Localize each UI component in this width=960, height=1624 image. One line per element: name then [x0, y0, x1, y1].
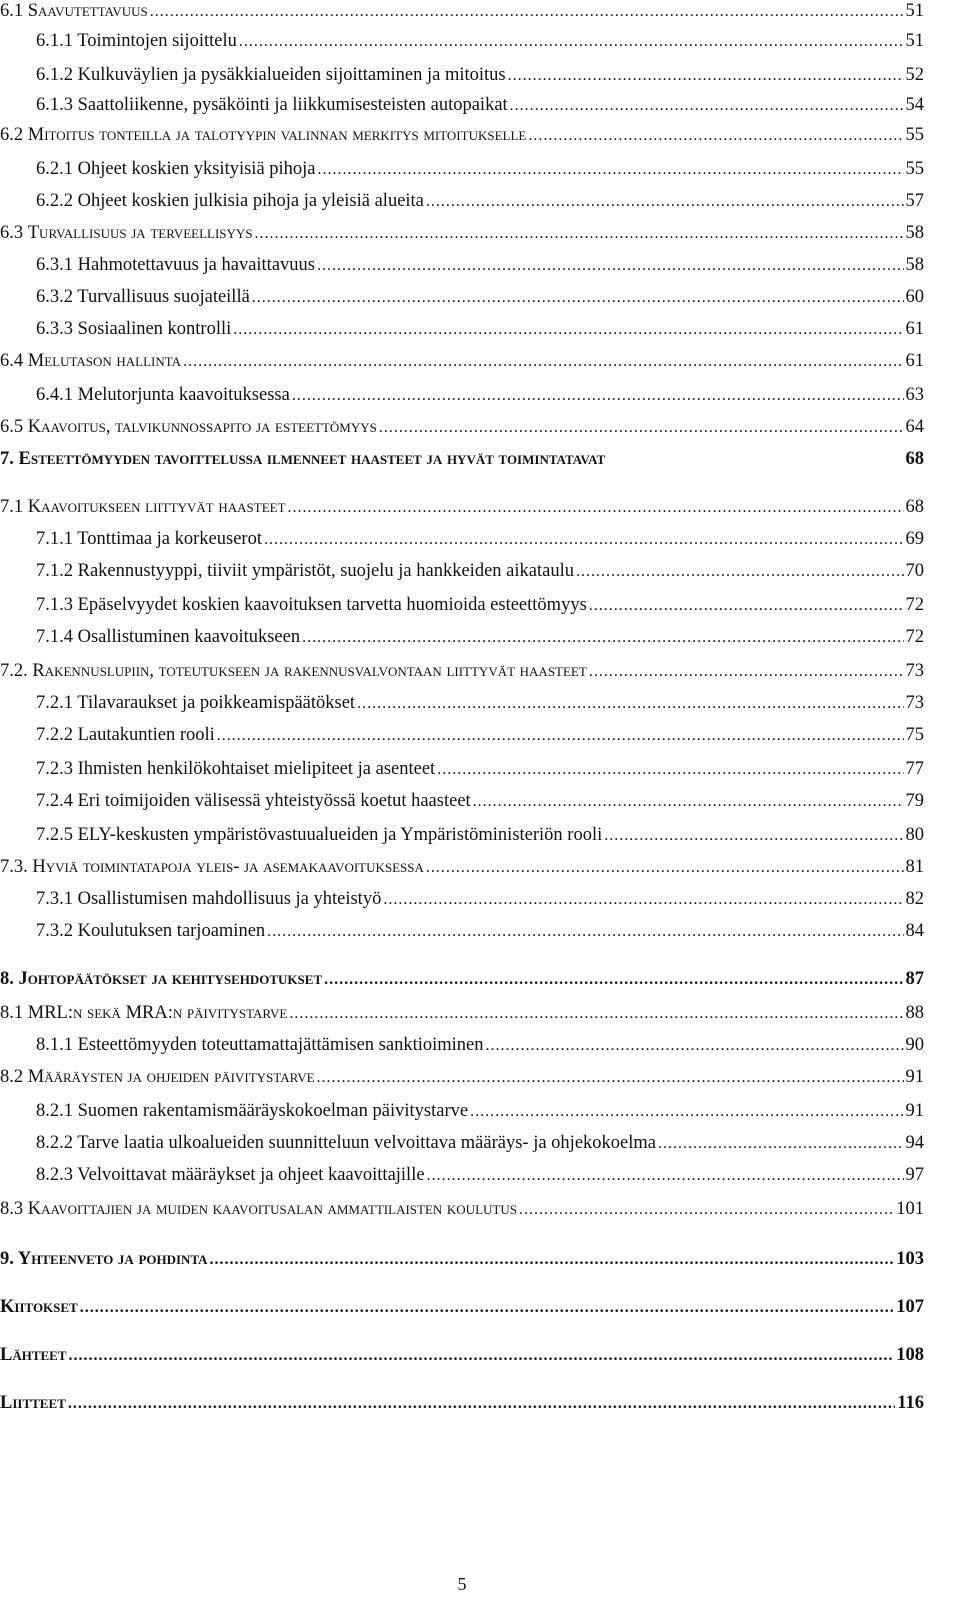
toc-entry-title: Esteettömyyden tavoittelussa ilmenneet haasteet ja hyvät toimintatavat — [18, 449, 606, 469]
toc-entry-number: 6.1.3 — [36, 95, 73, 115]
toc-entry[interactable] — [36, 722, 924, 748]
toc-entry-title: Osallistuminen kaavoitukseen — [77, 627, 301, 647]
toc-entry[interactable] — [36, 526, 924, 552]
toc-entry-page: 73 — [905, 661, 924, 681]
toc-entry-page: 79 — [905, 791, 924, 811]
toc-entry[interactable] — [0, 1064, 924, 1090]
toc-entry-title: Velvoittavat määräykset ja ohjeet kaavoittajille — [77, 1165, 425, 1185]
toc-entry-leader — [217, 723, 904, 749]
toc-entry-leader — [658, 1131, 904, 1157]
toc-entry-title: Tarve laatia ulkoalueiden suunnitteluun velvoittava määräys- ja ohjekokoelma — [77, 1133, 656, 1153]
toc-entry-label — [36, 918, 265, 944]
toc-entry[interactable] — [36, 1130, 924, 1156]
toc-entry-page: 58 — [905, 223, 924, 243]
toc-entry-title: MRL:n sekä MRA:n päivitystarve — [27, 1003, 288, 1023]
toc-entry-page: 75 — [905, 725, 924, 745]
toc-entry-number: 6.1.2 — [36, 65, 73, 85]
toc-entry-title: Ihmisten henkilökohtaiset mielipiteet ja asenteet — [77, 759, 436, 779]
toc-entry[interactable] — [0, 1294, 924, 1320]
toc-entry[interactable] — [36, 788, 924, 814]
toc-entry-page: 103 — [896, 1249, 924, 1269]
toc-entry-page: 64 — [905, 417, 924, 437]
toc-entry-page: 107 — [896, 1297, 924, 1317]
toc-entry[interactable] — [0, 658, 924, 684]
toc-entry-page: 54 — [905, 95, 924, 115]
toc-entry-title: Liitteet — [0, 1393, 66, 1413]
toc-entry-title: Yhteenveto ja pohdinta — [17, 1249, 208, 1269]
toc-entry-label — [36, 382, 290, 408]
toc-entry-leader — [288, 495, 904, 521]
toc-entry-page: 82 — [905, 889, 924, 909]
toc-entry-label — [0, 348, 181, 374]
toc-entry-page: 90 — [905, 1035, 924, 1055]
toc-entry-label — [36, 188, 424, 214]
toc-entry-label — [36, 788, 471, 814]
toc-entry-number: 8. — [0, 969, 14, 989]
toc-entry-page: 108 — [896, 1345, 924, 1365]
toc-entry-page: 91 — [905, 1067, 924, 1087]
toc-entry-leader — [589, 593, 904, 619]
toc-entry-title: Saavutettavuus — [27, 1, 148, 21]
toc-entry[interactable] — [0, 348, 924, 374]
toc-entry-page: 72 — [905, 627, 924, 647]
toc-entry-number: 9. — [0, 1249, 14, 1269]
toc-entry[interactable] — [0, 446, 924, 472]
toc-entry-leader — [508, 63, 904, 89]
toc-entry-title: Turvallisuus ja terveellisyys — [27, 223, 253, 243]
toc-entry-number: 8.2 — [0, 1067, 24, 1087]
toc-entry-leader — [473, 789, 904, 815]
toc-entry-leader — [510, 93, 904, 119]
toc-entry-title: Tonttimaa ja korkeuserot — [77, 529, 262, 549]
toc-entry[interactable] — [0, 1390, 924, 1416]
toc-entry-title: Rakennustyyppi, tiiviit ympäristöt, suojelu ja hankkeiden aikataulu — [77, 561, 574, 581]
toc-entry[interactable] — [36, 62, 924, 88]
toc-entry-leader — [233, 317, 903, 343]
toc-entry[interactable] — [36, 918, 924, 944]
toc-entry-leader — [267, 919, 903, 945]
toc-entry-label — [36, 822, 602, 848]
toc-entry-label — [0, 122, 526, 148]
toc-entry-title: Kaavoitus, talvikunnossapito ja esteettömyys — [27, 417, 377, 437]
toc-entry-label — [0, 414, 377, 440]
toc-entry-label — [36, 156, 316, 182]
toc-entry-label — [0, 1390, 66, 1416]
toc-entry-leader — [589, 659, 904, 685]
toc-entry[interactable] — [36, 28, 924, 54]
toc-entry-page: 70 — [905, 561, 924, 581]
toc-entry[interactable] — [36, 252, 924, 278]
toc-entry-number: 6.3 — [0, 223, 24, 243]
toc-entry-page: 101 — [896, 1199, 924, 1219]
toc-entry-page: 51 — [905, 1, 924, 21]
toc-entry-leader — [183, 349, 903, 375]
page-number: 5 — [457, 1574, 467, 1594]
toc-entry-label — [0, 658, 587, 684]
toc-entry-label — [36, 592, 587, 618]
toc-entry-title: Epäselvyydet koskien kaavoituksen tarvetta huomioida esteettömyys — [77, 595, 587, 615]
toc-entry-label — [0, 1342, 67, 1368]
toc-entry-label — [36, 92, 508, 118]
toc-entry-page: 84 — [905, 921, 924, 941]
toc-entry-leader — [437, 757, 903, 783]
toc-entry-page: 60 — [905, 287, 924, 307]
toc-entry-number: 6.1 — [0, 1, 24, 21]
toc-entry-number: 6.1.1 — [36, 31, 73, 51]
toc-entry-label — [0, 494, 286, 520]
toc-entry-number: 6.2.2 — [36, 191, 73, 211]
toc-entry-page: 88 — [905, 1003, 924, 1023]
toc-entry-title: Melutorjunta kaavoituksessa — [77, 385, 290, 405]
toc-entry-label — [0, 446, 605, 472]
toc-entry-page: 94 — [905, 1133, 924, 1153]
toc-entry-label — [0, 966, 322, 992]
toc-entry-title: Sosiaalinen kontrolli — [77, 319, 232, 339]
toc-entry-title: Ohjeet koskien yksityisiä pihoja — [77, 159, 316, 179]
toc-entry-label — [0, 0, 148, 24]
toc-entry-label — [36, 28, 237, 54]
toc-entry-title: Eri toimijoiden välisessä yhteistyössä koetut haasteet — [77, 791, 471, 811]
toc-entry-number: 7.1.4 — [36, 627, 73, 647]
toc-entry[interactable] — [36, 316, 924, 342]
toc-entry-page: 72 — [905, 595, 924, 615]
toc-entry-label — [0, 854, 424, 880]
toc-entry-page: 61 — [905, 319, 924, 339]
toc-entry-page: 68 — [905, 497, 924, 517]
toc-entry[interactable] — [36, 822, 924, 848]
toc-entry-title: Ohjeet koskien julkisia pihoja ja yleisiä alueita — [77, 191, 424, 211]
toc-entry-title: Esteettömyyden toteuttamattajättämisen sanktioiminen — [77, 1035, 484, 1055]
toc-entry-label — [36, 690, 355, 716]
toc-entry-label — [36, 558, 574, 584]
toc-entry-page: 87 — [905, 969, 924, 989]
toc-entry-title: Johtopäätökset ja kehitysehdotukset — [18, 969, 323, 989]
toc-entry-label — [36, 624, 300, 650]
toc-entry-number: 6.2 — [0, 125, 24, 145]
toc-entry-number: 7.1.2 — [36, 561, 73, 581]
toc-entry-number: 6.2.1 — [36, 159, 73, 179]
toc-entry-leader — [80, 1295, 895, 1321]
toc-entry-label — [0, 1246, 208, 1272]
toc-entry-page: 81 — [905, 857, 924, 877]
toc-entry[interactable] — [0, 1196, 924, 1222]
toc-entry[interactable] — [0, 220, 924, 246]
toc-entry-number: 7.3.2 — [36, 921, 73, 941]
toc-entry[interactable] — [36, 188, 924, 214]
toc-entry-page: 68 — [905, 449, 924, 469]
toc-entry-label — [36, 886, 381, 912]
toc-entry-label — [0, 220, 253, 246]
toc-entry-number: 7.2.5 — [36, 825, 73, 845]
toc-entry-number: 7.3.1 — [36, 889, 73, 909]
toc-entry-leader — [470, 1099, 903, 1125]
toc-entry-page: 52 — [905, 65, 924, 85]
toc-entry[interactable] — [36, 1098, 924, 1124]
toc-entry[interactable] — [0, 0, 924, 24]
toc-entry[interactable] — [0, 966, 924, 992]
toc-entry-label — [0, 1196, 517, 1222]
toc-entry-leader — [252, 285, 904, 311]
toc-entry-leader — [318, 157, 904, 183]
toc-entry-number: 7.2.1 — [36, 693, 73, 713]
toc-entry-leader — [604, 823, 903, 849]
toc-entry-number: 7.2.3 — [36, 759, 73, 779]
toc-entry-title: Mitoitus tonteilla ja talotyypin valinnan merkitys mitoitukselle — [27, 125, 527, 145]
toc-entry-page: 63 — [905, 385, 924, 405]
toc-entry-leader — [317, 253, 904, 279]
toc-entry-page: 69 — [905, 529, 924, 549]
toc-entry-label — [36, 1130, 656, 1156]
toc-entry-page: 57 — [905, 191, 924, 211]
toc-entry-number: 6.4.1 — [36, 385, 73, 405]
toc-entry-title: Kiitokset — [0, 1297, 78, 1317]
toc-entry-leader — [292, 383, 904, 409]
toc-entry-label — [0, 1064, 315, 1090]
toc-entry-number: 7.1.1 — [36, 529, 73, 549]
toc-entry-leader — [255, 221, 904, 247]
toc-entry[interactable] — [0, 854, 924, 880]
toc-entry-title: Saattoliikenne, pysäköinti ja liikkumisesteisten autopaikat — [77, 95, 508, 115]
toc-entry-number: 7.2.4 — [36, 791, 73, 811]
toc-entry-label — [0, 1000, 287, 1026]
toc-entry[interactable] — [36, 690, 924, 716]
toc-entry-page: 77 — [905, 759, 924, 779]
toc-entry-label — [36, 284, 250, 310]
toc-entry-number: 8.1.1 — [36, 1035, 73, 1055]
toc-entry[interactable] — [36, 382, 924, 408]
toc-entry-page: 80 — [905, 825, 924, 845]
toc-entry[interactable] — [36, 284, 924, 310]
toc-entry-leader — [576, 559, 904, 585]
toc-entry[interactable] — [0, 1246, 924, 1272]
toc-entry-page: 116 — [897, 1393, 924, 1413]
toc-entry-page: 58 — [905, 255, 924, 275]
toc-entry-number: 7.2.2 — [36, 725, 73, 745]
toc-entry-leader — [264, 527, 904, 553]
toc-entry-leader — [486, 1033, 904, 1059]
toc-entry-label — [36, 526, 262, 552]
toc-entry-title: Määräysten ja ohjeiden päivitystarve — [27, 1067, 315, 1087]
toc-entry-title: Lähteet — [0, 1345, 67, 1365]
toc-entry-number: 7.1 — [0, 497, 24, 517]
toc-entry-title: Rakennuslupiin, toteutukseen ja rakennusvalvontaan liittyvät haasteet — [32, 661, 587, 681]
toc-entry-leader — [379, 415, 904, 441]
toc-entry-label — [36, 722, 215, 748]
toc-entry-label — [36, 252, 315, 278]
toc-entry-leader — [317, 1065, 904, 1091]
toc-entry-title: Turvallisuus suojateillä — [77, 287, 250, 307]
toc-entry-page: 91 — [905, 1101, 924, 1121]
toc-entry-number: 6.5 — [0, 417, 24, 437]
toc-entry-leader — [210, 1247, 895, 1273]
toc-entry[interactable] — [36, 92, 924, 118]
toc-entry-label — [36, 1098, 468, 1124]
toc-entry-leader — [302, 625, 903, 651]
toc-entry-leader — [69, 1343, 895, 1369]
toc-entry[interactable] — [0, 414, 924, 440]
toc-entry-title: Kulkuväylien ja pysäkkialueiden sijoittaminen ja mitoitus — [77, 65, 506, 85]
toc-entry[interactable] — [36, 1162, 924, 1188]
toc-entry-number: 7.3. — [0, 857, 28, 877]
toc-entry-title: Hahmotettavuus ja havaittavuus — [77, 255, 315, 275]
toc-entry-title: Kaavoitukseen liittyvät haasteet — [27, 497, 286, 517]
toc-entry[interactable] — [36, 756, 924, 782]
toc-entry-number: 6.4 — [0, 351, 24, 371]
toc-entry[interactable] — [0, 122, 924, 148]
toc-entry-number: 6.3.2 — [36, 287, 73, 307]
toc-entry-leader — [426, 855, 904, 881]
toc-entry[interactable] — [36, 592, 924, 618]
toc-entry-leader — [357, 691, 903, 717]
toc-entry-leader — [383, 887, 903, 913]
toc-entry-title: Koulutuksen tarjoaminen — [77, 921, 266, 941]
toc-entry-leader — [324, 967, 903, 993]
toc-entry-page: 55 — [905, 125, 924, 145]
toc-entry-leader — [289, 1001, 903, 1027]
toc-entry-number: 7.1.3 — [36, 595, 73, 615]
toc-entry-label — [36, 1032, 484, 1058]
toc-entry-leader — [528, 123, 903, 149]
toc-entry[interactable] — [36, 558, 924, 584]
toc-entry-number: 6.3.3 — [36, 319, 73, 339]
toc-entry-label — [36, 316, 231, 342]
toc-entry-page: 61 — [905, 351, 924, 371]
toc-entry[interactable] — [0, 1000, 924, 1026]
toc-entry-page: 97 — [905, 1165, 924, 1185]
toc-entry[interactable] — [36, 1032, 924, 1058]
toc-entry-label — [36, 756, 435, 782]
toc-entry-leader — [150, 0, 904, 25]
toc-entry-leader — [519, 1197, 894, 1223]
toc-entry-leader — [427, 1163, 904, 1189]
toc-entry-label — [36, 1162, 425, 1188]
toc-entry-page: 51 — [905, 31, 924, 51]
toc-entry-label — [36, 62, 506, 88]
toc-entry[interactable] — [36, 156, 924, 182]
toc-entry-title: Hyviä toimintatapoja yleis- ja asemakaavoituksessa — [32, 857, 424, 877]
toc-entry[interactable] — [36, 886, 924, 912]
toc-entry-label — [0, 1294, 78, 1320]
toc-entry[interactable] — [0, 494, 924, 520]
toc-entry-number: 8.1 — [0, 1003, 24, 1023]
toc-entry-title: Kaavoittajien ja muiden kaavoitusalan ammattilaisten koulutus — [27, 1199, 517, 1219]
toc-entry-page: 55 — [905, 159, 924, 179]
toc-entry-number: 7.2. — [0, 661, 28, 681]
toc-entry-number: 8.2.1 — [36, 1101, 73, 1121]
toc-entry-title: Toimintojen sijoittelu — [77, 31, 237, 51]
toc-entry-leader — [68, 1391, 895, 1417]
toc-entry-page: 73 — [905, 693, 924, 713]
toc-entry-title: Lautakuntien rooli — [77, 725, 215, 745]
toc-entry-leader — [426, 189, 904, 215]
toc-entry-title: Melutason hallinta — [27, 351, 182, 371]
toc-entry-title: Osallistumisen mahdollisuus ja yhteistyö — [77, 889, 382, 909]
toc-entry[interactable] — [0, 1342, 924, 1368]
toc-entry-number: 6.3.1 — [36, 255, 73, 275]
toc-entry-number: 7. — [0, 449, 14, 469]
toc-entry-number: 8.3 — [0, 1199, 24, 1219]
toc-entry-title: Suomen rakentamismääräyskokoelman päivitystarve — [77, 1101, 469, 1121]
toc-entry-number: 8.2.2 — [36, 1133, 73, 1153]
toc-entry-leader — [239, 29, 904, 55]
toc-entry-title: ELY-keskusten ympäristövastuualueiden ja Ympäristöministeriön rooli — [77, 825, 603, 845]
toc-entry-title: Tilavaraukset ja poikkeamispäätökset — [77, 693, 356, 713]
toc-entry[interactable] — [36, 624, 924, 650]
toc-entry-number: 8.2.3 — [36, 1165, 73, 1185]
